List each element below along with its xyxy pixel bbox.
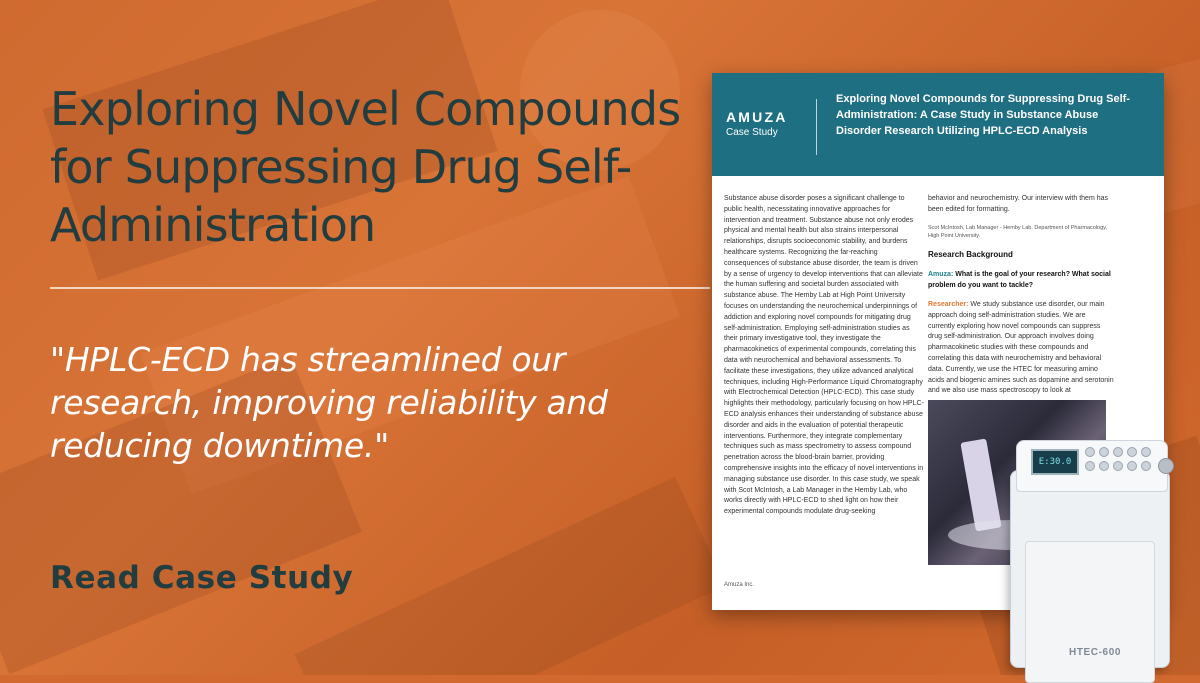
answer-text: We study substance use disorder, our main approach doing self-administration studies. We are currently exploring how novel compounds can suppress drug self-administration. Our approach involves doing pharmacokinetic studies with these compounds and correlating this data with neurochemistry and behavioral data. Currently, we use the HTEC for measuring amino acids and biogenic amines such as dopamine and serotonin and we also use mass spectroscopy to look at [928, 300, 1114, 395]
read-case-study-link[interactable]: Read Case Study [50, 560, 354, 596]
amuza-speaker-label: Amuza: [928, 271, 954, 279]
amuza-logo: AMUZA Case Study [726, 109, 788, 138]
interview-question [928, 270, 1114, 292]
headline: Exploring Novel Compounds for Suppressing Drug Self-Administration [50, 82, 681, 252]
document-header [712, 73, 1164, 176]
document-body-left [724, 194, 924, 526]
device-display: E:30.0 [1031, 449, 1079, 475]
header-separator [816, 99, 817, 155]
document-body-right [928, 194, 1114, 405]
divider [50, 287, 710, 289]
device-body [1010, 470, 1170, 668]
section-heading: Research Background [928, 249, 1013, 259]
device-label: HTEC-600 [1069, 647, 1122, 658]
device-door [1025, 541, 1155, 683]
intro-continuation: behavior and neurochemistry. Our interview with them has been edited for formatting. [928, 195, 1109, 213]
device-port [1158, 458, 1174, 474]
researcher-credit: Scot McIntosh, Lab Manager - Hemby Lab. Department of Pharmacology, High Point University. [928, 224, 1108, 239]
device-keypad [1085, 447, 1155, 481]
intro-paragraph: Substance abuse disorder poses a significant challenge to public health, necessitating innovative approaches for intervention and treatment. Substance abuse not only erodes physical and mental health but also strains interpersonal relationships, disrupts socioeconomic stability, and burdens healthcare systems. Recognizing the far-reaching consequences of substance abuse disorder, the team is driven by a sense of urgency to develop interventions that can alleviate the human suffering and societal burden associated with substance abuse. The Hemby Lab at High Point University focuses on understanding the neurochemical underpinnings of addiction and exploring novel compounds for mitigating drug self-administration. Employing self-administration studies as their primary investigative tool, they investigate the pharmacokinetics of experimental compounds, correlating this data with neurochemical and behavioral assessments. To facilitate these investigations, they utilize advanced analytical techniques, including High-Performance Liquid Chromatography with Electrochemical Detection (HPLC-ECD). This case study highlights their methodology, particularly focusing on how HPLC-ECD analysis enhances their understanding of substance abuse disorder and aids in the evaluation of potential therapeutic interventions. Furthermore, they integrate complementary techniques such as mass spectrometry to assess compound penetration across the blood-brain barrier, providing comprehensive insights into the efficacy of novel interventions in managing substance use disorder. In this case study, we speak with Scot McIntosh, a Lab Manager in the Hemby Lab, who works directly with HPLC-ECD to shed light on how their experimental compounds modulate drug-seeking [724, 195, 924, 516]
document-footer: Amuza Inc. [724, 582, 755, 588]
document-title: Exploring Novel Compounds for Suppressing Drug Self-Administration: A Case Study in Substance Abuse Disorder Research Utilizing HPLC-ECD Analysis [836, 93, 1130, 137]
question-text: What is the goal of your research? What social problem do you want to tackle? [928, 271, 1111, 290]
htec-600-device-image [1010, 440, 1176, 668]
researcher-speaker-label: Researcher: [928, 300, 969, 308]
interview-answer [928, 300, 1114, 397]
pull-quote: "HPLC-ECD has streamlined our research, improving reliability and reducing downtime." [50, 340, 608, 465]
device-control-panel [1016, 440, 1168, 492]
